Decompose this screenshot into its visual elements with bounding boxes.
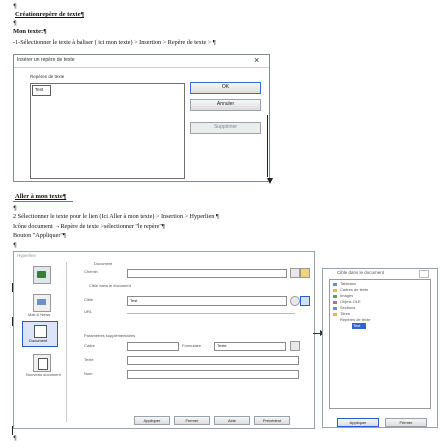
name-label: Nom bbox=[84, 371, 93, 376]
bookmark-name-input[interactable] bbox=[32, 85, 51, 96]
folder-icon[interactable] bbox=[300, 268, 310, 278]
target-tree[interactable] bbox=[329, 279, 431, 409]
tree-item-test-label: Test bbox=[353, 323, 361, 328]
edge-marker bbox=[12, 283, 13, 292]
sidebar-label-document: Document bbox=[29, 338, 48, 343]
dialog-title: Insérer un repère de texte bbox=[17, 57, 75, 63]
tree-item-test-selected[interactable] bbox=[352, 323, 366, 329]
target-dialog-title: Cible dans le document bbox=[337, 270, 385, 275]
heading-aller: Aller à mon texte¶ bbox=[15, 193, 67, 200]
close-icon[interactable] bbox=[419, 270, 429, 278]
target-browse-icon[interactable] bbox=[290, 296, 300, 306]
heading-creation: Créationrepère de texte¶ bbox=[15, 11, 84, 18]
path-input[interactable] bbox=[127, 269, 287, 278]
section-document: Document bbox=[94, 261, 113, 266]
tree-item-frames[interactable]: Cadres de texte bbox=[340, 287, 369, 292]
tree-item-bookmarks[interactable]: Repères de texte bbox=[340, 317, 371, 322]
step-4-text: Bouton "Appliquer"¶ bbox=[13, 232, 66, 239]
edge-marker bbox=[12, 317, 13, 326]
step-3-text: Icône document →Repère de texte >sélectionner "le repère"¶ bbox=[13, 223, 165, 230]
text-input[interactable] bbox=[127, 356, 299, 365]
sidebar-item-new-document[interactable] bbox=[33, 354, 51, 372]
tree-item-images[interactable]: Images bbox=[340, 293, 354, 298]
tree-item-sections[interactable]: Sections bbox=[340, 305, 356, 310]
help-button[interactable]: Aide bbox=[214, 416, 250, 425]
insert-bookmark-dialog bbox=[13, 54, 270, 182]
target-input[interactable] bbox=[127, 296, 287, 306]
mouse-cursor-icon bbox=[267, 178, 273, 184]
tree-item-headings[interactable]: Titres bbox=[340, 311, 350, 316]
section-extra: Paramètres supplémentaires bbox=[84, 333, 136, 338]
step-2-text: 2 Sélectionner le texte pour le lien (Ici Aller à mon texte) > Insertion > Hyperlien ¶ bbox=[13, 213, 219, 220]
bookmark-name-value: Test bbox=[35, 87, 44, 92]
folder-open-icon[interactable] bbox=[290, 268, 300, 278]
ok-button[interactable]: OK bbox=[190, 82, 261, 94]
name-input[interactable] bbox=[127, 370, 299, 379]
sidebar-item-internet[interactable] bbox=[33, 266, 51, 284]
pilcrow: ¶ bbox=[13, 205, 17, 212]
frame-select[interactable] bbox=[127, 342, 179, 351]
close-button[interactable]: Fermer bbox=[174, 416, 210, 425]
section-target: Cible dans le document bbox=[89, 283, 131, 288]
url-field-underline bbox=[127, 313, 295, 314]
hyperlink-dialog bbox=[13, 251, 315, 429]
pilcrow: ¶ bbox=[13, 435, 17, 442]
close-icon[interactable]: × bbox=[254, 55, 260, 65]
mail-icon bbox=[37, 299, 46, 305]
sidebar-label-mail: Mail & News bbox=[28, 312, 51, 317]
events-icon[interactable] bbox=[290, 341, 300, 351]
form-label: Formulaire bbox=[182, 343, 202, 348]
document-icon bbox=[34, 325, 47, 338]
url-label: URL bbox=[84, 309, 93, 314]
sidebar-label-new-document: Nouveau document bbox=[26, 372, 61, 377]
back-button[interactable]: Précédent bbox=[254, 416, 290, 425]
text-label: Texte bbox=[84, 357, 94, 362]
globe-icon bbox=[37, 271, 46, 278]
bookmark-field-label: Repères de texte bbox=[30, 74, 65, 79]
pilcrow: ¶ bbox=[13, 242, 17, 249]
form-value: Texte bbox=[217, 343, 227, 348]
edge-marker bbox=[12, 426, 13, 435]
pilcrow: ¶ bbox=[13, 3, 17, 10]
tree-icons bbox=[333, 283, 337, 318]
new-document-icon bbox=[38, 358, 48, 370]
sidebar-item-mail[interactable] bbox=[33, 294, 51, 312]
dialog-titlebar bbox=[14, 55, 269, 68]
subhead-mon-texte: Mon texte:¶ bbox=[13, 28, 47, 35]
sidebar-item-document[interactable] bbox=[22, 321, 58, 347]
apply-button[interactable]: Appliquer bbox=[134, 416, 170, 425]
cancel-button[interactable]: Annuler bbox=[190, 99, 261, 111]
delete-button[interactable]: Supprimer bbox=[190, 122, 261, 134]
target-value: Test bbox=[130, 298, 138, 303]
hyperlink-dialog-title: Hyperlien bbox=[17, 253, 37, 258]
step-1-text: -1-Sélectionner le texte à baliser ( ici mon texte) > Insertion > Repère de texte > ¶ bbox=[13, 39, 216, 46]
bookmark-list[interactable] bbox=[30, 83, 185, 179]
pilcrow: ¶ bbox=[13, 20, 17, 27]
target-close-button[interactable]: Fermer bbox=[385, 418, 427, 427]
target-dialog bbox=[322, 268, 438, 428]
target-select-button[interactable] bbox=[300, 296, 310, 306]
frame-label: Cadre bbox=[84, 343, 95, 348]
path-label: Chemin bbox=[84, 269, 98, 274]
tree-item-tables[interactable]: Tableaux bbox=[340, 281, 357, 286]
selection-underline bbox=[13, 201, 73, 202]
tree-item-ole[interactable]: Objets OLE bbox=[340, 299, 361, 304]
target-apply-button[interactable]: Appliquer bbox=[337, 418, 379, 427]
form-select[interactable] bbox=[214, 342, 286, 351]
target-label: Cible bbox=[84, 297, 94, 302]
category-sidebar bbox=[16, 262, 67, 422]
resize-edge bbox=[267, 115, 268, 177]
